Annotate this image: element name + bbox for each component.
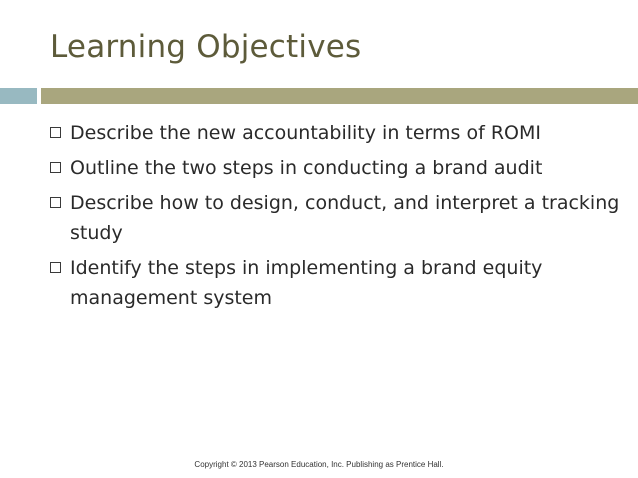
bullet-item bbox=[48, 118, 628, 148]
bullet-text: Outline the two steps in conducting a brand audit bbox=[70, 157, 543, 179]
bullet-item bbox=[48, 153, 628, 183]
slide-title: Learning Objectives bbox=[50, 29, 362, 65]
checkbox-icon bbox=[50, 262, 61, 273]
checkbox-icon bbox=[50, 197, 61, 208]
bullet-text: Identify the steps in implementing a brand equity management system bbox=[70, 257, 543, 309]
bullet-text: Describe the new accountability in terms of ROMI bbox=[70, 122, 541, 144]
accent-bar-right bbox=[41, 88, 638, 104]
accent-bar-left bbox=[0, 88, 37, 104]
bullet-list bbox=[48, 118, 628, 318]
checkbox-icon bbox=[50, 162, 61, 173]
checkbox-icon bbox=[50, 127, 61, 138]
bullet-text: Describe how to design, conduct, and interpret a tracking study bbox=[70, 192, 620, 244]
bullet-item bbox=[48, 188, 628, 248]
copyright-footer: Copyright © 2013 Pearson Education, Inc. Publishing as Prentice Hall. bbox=[194, 460, 444, 469]
bullet-item bbox=[48, 253, 628, 313]
